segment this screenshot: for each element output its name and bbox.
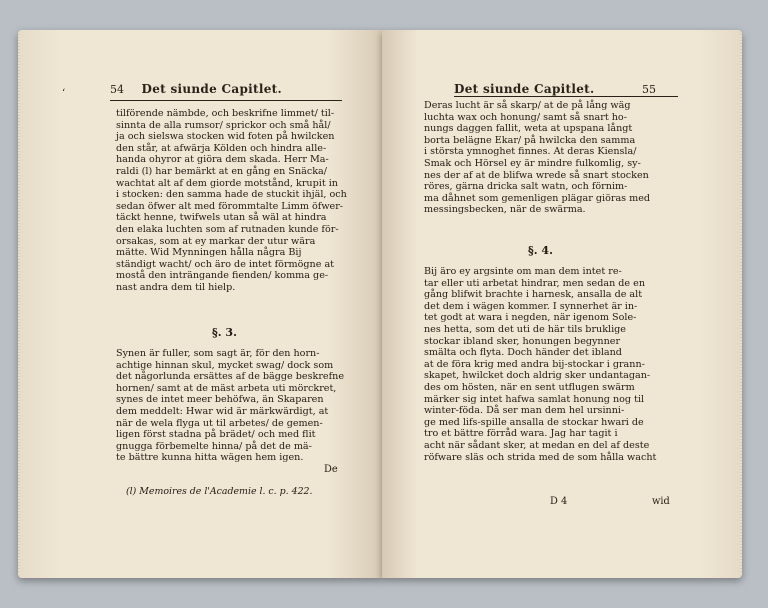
text-line: ligen först stadna på brädet/ och med flit bbox=[116, 429, 316, 441]
text-line: stockar ibland sker, honungen begynner bbox=[424, 335, 621, 347]
left-running-title: Det siunde Capitlet. bbox=[141, 82, 282, 96]
text-line: när de wela flyga ut til arbetes/ de gemen- bbox=[116, 417, 323, 429]
text-line: smälta och flyta. Doch händer det ibland bbox=[424, 347, 622, 359]
left-page bbox=[18, 30, 382, 578]
text-line: at de föra krig med andra bij-stockar i grann- bbox=[424, 358, 645, 370]
text-line: achtige hinnan skul, mycket swag/ dock som bbox=[116, 359, 334, 371]
right-header-rule bbox=[454, 96, 678, 97]
left-page-edge bbox=[18, 34, 20, 574]
right-catchword: wid bbox=[652, 496, 670, 507]
text-line: orsakas, som at ey markar der utur wära bbox=[116, 235, 316, 247]
right-page-number: 55 bbox=[641, 83, 656, 96]
left-header bbox=[110, 82, 282, 96]
text-line: dem meddelt: Hwar wid är märkwärdigt, at bbox=[116, 405, 329, 417]
text-line: mätte. Wid Mynningen hålla några Bij bbox=[116, 247, 302, 259]
text-line: Deras lucht är så skarp/ at de på lång wäg bbox=[424, 100, 631, 111]
text-line: wachtat alt af dem giorde motstånd, krupit in bbox=[116, 177, 338, 189]
text-line: täckt henne, twifwels utan så wäl at hindra bbox=[116, 212, 327, 224]
text-line: sedan öfwer alt med förommtalte Limm öfwer- bbox=[116, 200, 344, 212]
text-line: tet godt at wara i negden, när igenom Sole- bbox=[424, 312, 637, 324]
text-line: Bij äro ey argsinte om man dem intet re- bbox=[424, 266, 622, 277]
text-line: skapet, hwilcket doch aldrig sker undantagan- bbox=[424, 370, 651, 382]
text-line: Smak och Hörsel ey är mindre fulkomlig, sy- bbox=[424, 157, 641, 169]
text-line: tar eller uti arbetat hindrar, men sedan de en bbox=[424, 277, 646, 289]
text-line: nes hetta, som det uti de här tils bruklige bbox=[424, 323, 626, 335]
text-line: handa ohyror at giöra dem skada. Herr Ma- bbox=[116, 154, 329, 166]
left-catchword: De bbox=[324, 464, 338, 475]
text-line: ma dåhnet som gemenligen plägar giöras med bbox=[424, 192, 651, 204]
text-line: messingsbecken, när de swärma. bbox=[424, 204, 586, 216]
text-line: gnugga förbemelte hinna/ på det de mä- bbox=[116, 440, 312, 452]
text-line: det någorlunda ersättes af de bägge beskrefne bbox=[116, 371, 345, 383]
text-line: Synen är fuller, som sagt är, för den horn- bbox=[116, 348, 320, 359]
right-section-heading: §. 4. bbox=[528, 244, 553, 257]
text-line: mostå den inträngande fienden/ komma ge- bbox=[116, 270, 329, 282]
text-line: winter-föda. Då ser man dem hel ursinni- bbox=[424, 405, 625, 417]
text-line: den elaka luchten som af rutnaden kunde för- bbox=[116, 223, 339, 235]
text-line: ständigt wacht/ och äro de intet förmögne at bbox=[116, 258, 335, 270]
ink-mark: ‘ bbox=[62, 88, 66, 99]
right-page-edge bbox=[740, 34, 742, 574]
text-line: des om hösten, när en sent utflugen swärm bbox=[424, 381, 635, 393]
text-line: tro et bättre förråd wara. Jag har tagit i bbox=[424, 428, 618, 440]
left-body-text-2 bbox=[116, 348, 344, 464]
text-line: tilförende nämbde, och beskrifne limmet/ til- bbox=[116, 108, 335, 119]
text-line: nes der af at de blifwa wrede så snart stocken bbox=[424, 169, 649, 181]
text-line: gång blifwit brachte i harnesk, ansalla de alt bbox=[424, 289, 643, 301]
text-line: acht när sådant sker, at medan en del af deste bbox=[424, 439, 650, 451]
text-line: röfware släs och strida med de som hålla wacht bbox=[424, 451, 657, 463]
right-body-text bbox=[424, 100, 650, 216]
text-line: det dem i wägen kommer. I synnerhet är in- bbox=[424, 300, 638, 312]
text-line: den står, at afwärja Kölden och hindra alle- bbox=[116, 142, 327, 154]
text-line: te bättre kunna hitta wägen hem igen. bbox=[116, 452, 304, 464]
right-header bbox=[454, 82, 656, 96]
text-line: nast andra dem til hielp. bbox=[116, 281, 236, 293]
text-line: röres, gärna dricka salt watn, och förnim- bbox=[424, 181, 628, 193]
right-body-text-2 bbox=[424, 266, 656, 463]
right-signature-mark: D 4 bbox=[550, 496, 568, 507]
text-line: synes de intet meer behöfwa, än Skaparen bbox=[116, 394, 324, 406]
text-line: hornen/ samt at de mäst arbeta uti mörckret, bbox=[116, 382, 337, 394]
text-line: borta belägne Ekar/ på hwilcka den samma bbox=[424, 134, 636, 146]
right-page bbox=[382, 30, 742, 578]
text-line: i största ymnoghet finnes. At deras Kiensla/ bbox=[424, 146, 637, 158]
left-section-heading: §. 3. bbox=[212, 326, 237, 339]
text-line: raldi (l) har bemärkt at en gång en Snäcka/ bbox=[116, 165, 327, 177]
text-line: nungs daggen fallit, weta at upspana långt bbox=[424, 123, 633, 135]
left-header-rule bbox=[110, 100, 342, 101]
left-body-text bbox=[116, 108, 347, 294]
text-line: i stocken: den samma hade de stuckit ihjäl, och bbox=[116, 189, 347, 201]
right-running-title: Det siunde Capitlet. bbox=[454, 82, 595, 96]
left-page-number: 54 bbox=[110, 83, 124, 96]
text-line: sinnta de alla rumsor/ sprickor och små hål/ bbox=[116, 119, 331, 131]
text-line: ge med lifs-spille ansalla de stockar hwari de bbox=[424, 416, 644, 428]
left-footnote: (l) Memoires de l'Academie l. c. p. 422. bbox=[126, 486, 313, 497]
text-line: märker sig intet hafwa samlat honung nog til bbox=[424, 393, 645, 405]
open-book bbox=[18, 30, 750, 582]
text-line: ja och sielswa stocken wid foten på hwilcken bbox=[116, 131, 335, 143]
text-line: luchta wax och honung/ samt så snart ho- bbox=[424, 111, 627, 123]
